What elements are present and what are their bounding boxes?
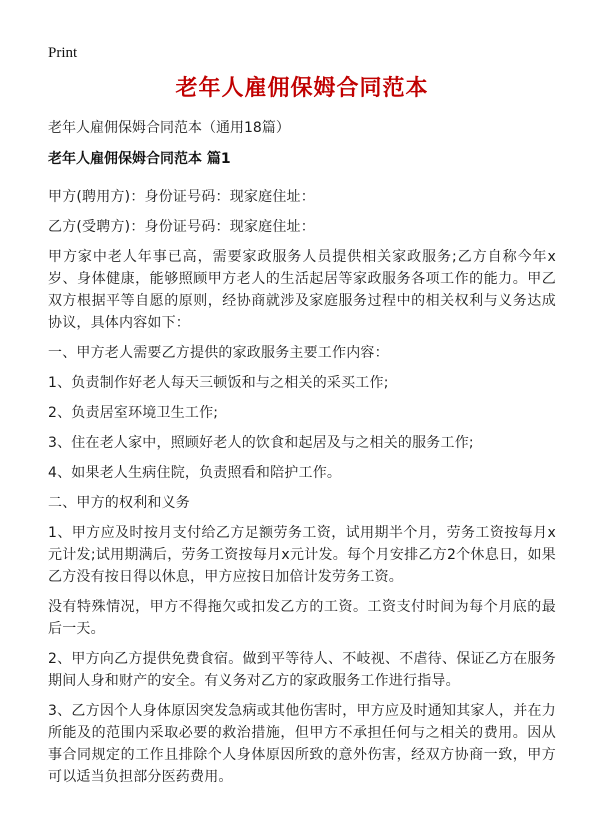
paragraph-section-1: 一、甲方老人需要乙方提供的家政服务主要工作内容： bbox=[48, 345, 389, 361]
paragraph-item-3: 3、住在老人家中，照顾好老人的饮食和起居及与之相关的服务工作; bbox=[48, 435, 474, 451]
section-heading: 老年人雇佣保姆合同范本 篇1 bbox=[48, 151, 231, 167]
paragraph-item-1: 1、负责制作好老人每天三顿饭和与之相关的采买工作; bbox=[48, 375, 389, 391]
paragraph-party-b: 乙方(受聘方)：身份证号码：现家庭住址： bbox=[48, 219, 315, 235]
paragraph-clause-1b: 没有特殊情况，甲方不得拖欠或扣发乙方的工资。工资支付时间为每个月底的最后一天。 bbox=[48, 599, 556, 637]
paragraph-clause-3: 3、乙方因个人身体原因突发急病或其他伤害时，甲方应及时通知其家人，并在力所能及的范围内采取必要的救治措施，但甲方不承担任何与之相关的费用。因从事合同规定的工作且排除个人身体原因所致的意外伤害，经双方协商一致，甲方可以适当负担部分医药费用。 bbox=[48, 703, 556, 785]
paragraph-section-2: 二、甲方的权利和义务 bbox=[48, 495, 190, 511]
paragraph-preamble: 甲方家中老人年事已高，需要家政服务人员提供相关家政服务;乙方自称今年x岁、身体健康，能够照顾甲方老人的生活起居等家政服务各项工作的能力。甲乙双方根据平等自愿的原则，经协商就涉及家庭服务过程中的相关权利与义务达成协议，具体内容如下： bbox=[48, 249, 556, 331]
paragraph-clause-1: 1、甲方应及时按月支付给乙方足额劳务工资，试用期半个月，劳务工资按每月x元计发;试用期满后，劳务工资按每月x元计发。每个月安排乙方2个休息日，如果乙方没有按日得以休息，甲方应按日加倍计发劳务工资。 bbox=[48, 525, 556, 585]
document-title: 老年人雇佣保姆合同范本 bbox=[175, 76, 429, 101]
paragraph-clause-2: 2、甲方向乙方提供免费食宿。做到平等待人、不岐视、不虐待、保证乙方在服务期间人身和财产的安全。有义务对乙方的家政服务工作进行指导。 bbox=[48, 651, 556, 689]
paragraph-party-a: 甲方(聘用方)：身份证号码：现家庭住址： bbox=[48, 189, 315, 205]
document-subtitle: 老年人雇佣保姆合同范本（通用18篇） bbox=[48, 120, 290, 136]
paragraph-item-2: 2、负责居室环境卫生工作; bbox=[48, 405, 219, 421]
print-button[interactable]: Print bbox=[48, 45, 78, 61]
paragraph-item-4: 4、如果老人生病住院，负责照看和陪护工作。 bbox=[48, 465, 342, 481]
document-content bbox=[48, 74, 556, 796]
